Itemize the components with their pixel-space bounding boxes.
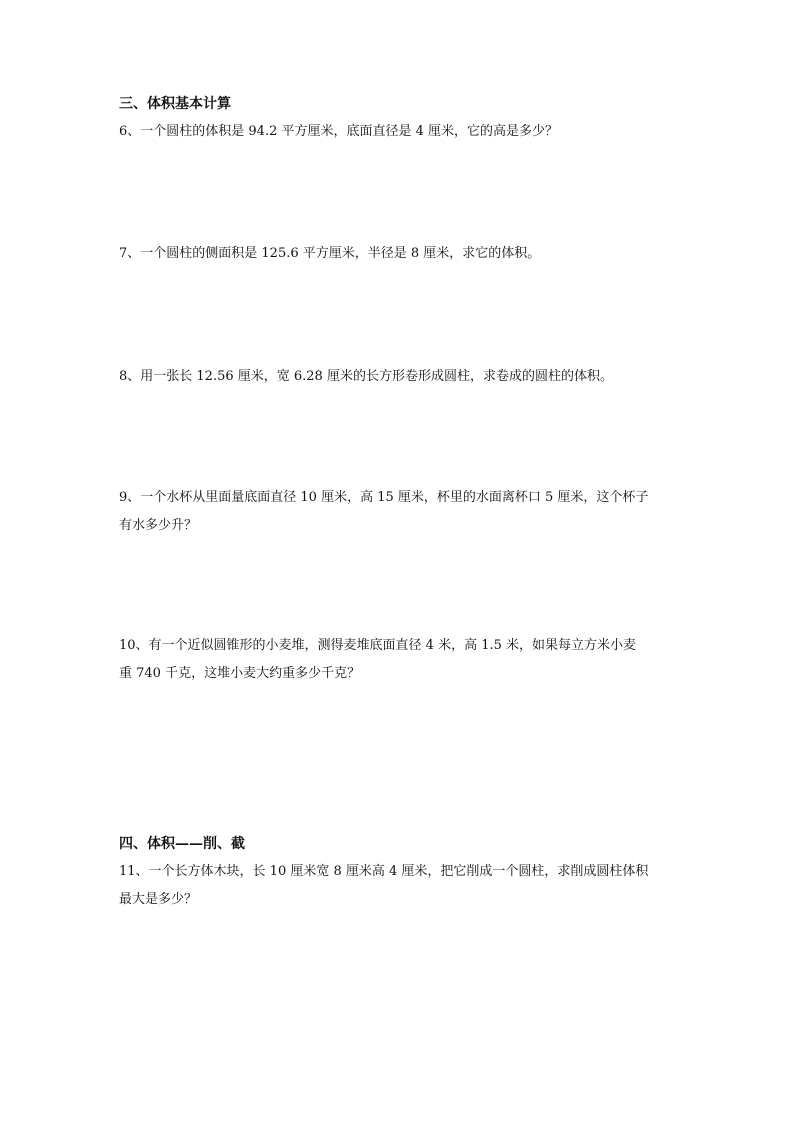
question-line: 8、用一张长 12.56 厘米，宽 6.28 厘米的长方形卷形成圆柱，求卷成的圆柱的体积。 [119,369,613,384]
question-line: 7、一个圆柱的侧面积是 125.6 平方厘米，半径是 8 厘米，求它的体积。 [119,246,541,261]
question-line: 6、一个圆柱的体积是 94.2 平方厘米，底面直径是 4 厘米，它的高是多少？ [119,124,559,139]
section-heading-volume-basic: 三、体积基本计算 [119,96,231,112]
question-line: 9、一个水杯从里面量底面直径 10 厘米，高 15 厘米，杯里的水面离杯口 5 厘米，这个杯子 [119,490,649,505]
question-7 [119,240,679,268]
question-6 [119,118,679,146]
question-line: 有水多少升？ [119,518,198,533]
question-8 [119,363,679,391]
question-line: 最大是多少？ [119,892,198,907]
question-11 [119,858,679,914]
question-line: 11、一个长方体木块，长 10 厘米宽 8 厘米高 4 厘米，把它削成一个圆柱，求削成圆柱体积 [119,864,649,879]
question-9 [119,484,679,540]
section-heading-volume-cut: 四、体积——削、截 [119,836,245,852]
question-line: 10、有一个近似圆锥形的小麦堆，测得麦堆底面直径 4 米，高 1.5 米，如果每立方米小麦 [119,638,637,653]
question-line: 重 740 千克，这堆小麦大约重多少千克？ [119,666,361,681]
question-10 [119,632,679,688]
